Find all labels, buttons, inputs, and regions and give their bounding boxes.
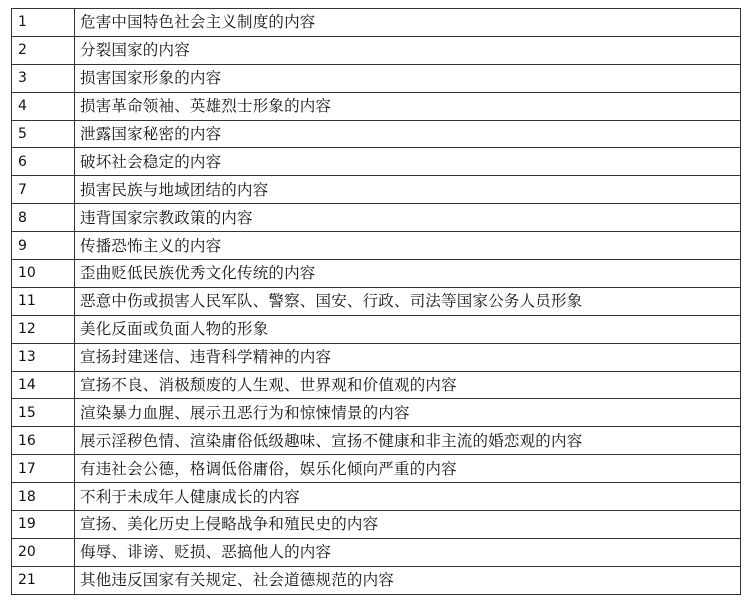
table-row xyxy=(12,120,741,148)
table-row xyxy=(12,148,741,176)
row-text: 歪曲贬低民族优秀文化传统的内容 xyxy=(75,260,741,288)
row-text: 宣扬、美化历史上侵略战争和殖民史的内容 xyxy=(75,511,741,539)
row-text: 危害中国特色社会主义制度的内容 xyxy=(75,9,741,37)
row-number: 17 xyxy=(12,455,75,483)
row-number: 20 xyxy=(12,538,75,566)
row-number: 14 xyxy=(12,371,75,399)
row-number: 10 xyxy=(12,260,75,288)
row-text: 违背国家宗教政策的内容 xyxy=(75,204,741,232)
table-row xyxy=(12,399,741,427)
table-row xyxy=(12,64,741,92)
row-number: 16 xyxy=(12,427,75,455)
row-text: 损害革命领袖、英雄烈士形象的内容 xyxy=(75,92,741,120)
row-text: 有违社会公德，格调低俗庸俗，娱乐化倾向严重的内容 xyxy=(75,455,741,483)
row-text: 宣扬封建迷信、违背科学精神的内容 xyxy=(75,343,741,371)
table-row xyxy=(12,511,741,539)
row-number: 21 xyxy=(12,566,75,594)
content-table xyxy=(11,8,741,595)
table-row xyxy=(12,455,741,483)
table-row xyxy=(12,92,741,120)
row-number: 4 xyxy=(12,92,75,120)
row-text: 不利于未成年人健康成长的内容 xyxy=(75,483,741,511)
row-number: 8 xyxy=(12,204,75,232)
row-number: 18 xyxy=(12,483,75,511)
row-text: 破坏社会稳定的内容 xyxy=(75,148,741,176)
row-text: 损害国家形象的内容 xyxy=(75,64,741,92)
table-row xyxy=(12,538,741,566)
row-text: 美化反面或负面人物的形象 xyxy=(75,315,741,343)
row-number: 5 xyxy=(12,120,75,148)
table-row xyxy=(12,204,741,232)
row-text: 泄露国家秘密的内容 xyxy=(75,120,741,148)
row-text: 展示淫秽色情、渲染庸俗低级趣味、宣扬不健康和非主流的婚恋观的内容 xyxy=(75,427,741,455)
table-row xyxy=(12,315,741,343)
row-text: 损害民族与地域团结的内容 xyxy=(75,176,741,204)
table-row xyxy=(12,566,741,594)
row-number: 3 xyxy=(12,64,75,92)
table-row xyxy=(12,36,741,64)
row-number: 12 xyxy=(12,315,75,343)
row-number: 2 xyxy=(12,36,75,64)
row-text: 传播恐怖主义的内容 xyxy=(75,232,741,260)
row-number: 19 xyxy=(12,511,75,539)
table-row xyxy=(12,260,741,288)
table-row xyxy=(12,176,741,204)
row-text: 分裂国家的内容 xyxy=(75,36,741,64)
table-row xyxy=(12,427,741,455)
row-number: 11 xyxy=(12,287,75,315)
row-text: 渲染暴力血腥、展示丑恶行为和惊悚情景的内容 xyxy=(75,399,741,427)
row-text: 恶意中伤或损害人民军队、警察、国安、行政、司法等国家公务人员形象 xyxy=(75,287,741,315)
table-row xyxy=(12,343,741,371)
row-number: 15 xyxy=(12,399,75,427)
content-table-body xyxy=(12,9,741,595)
table-row xyxy=(12,232,741,260)
table-row xyxy=(12,483,741,511)
table-row xyxy=(12,371,741,399)
row-number: 7 xyxy=(12,176,75,204)
row-text: 宣扬不良、消极颓废的人生观、世界观和价值观的内容 xyxy=(75,371,741,399)
table-row xyxy=(12,9,741,37)
row-text: 其他违反国家有关规定、社会道德规范的内容 xyxy=(75,566,741,594)
row-number: 13 xyxy=(12,343,75,371)
row-number: 6 xyxy=(12,148,75,176)
row-number: 9 xyxy=(12,232,75,260)
row-text: 侮辱、诽谤、贬损、恶搞他人的内容 xyxy=(75,538,741,566)
row-number: 1 xyxy=(12,9,75,37)
table-row xyxy=(12,287,741,315)
